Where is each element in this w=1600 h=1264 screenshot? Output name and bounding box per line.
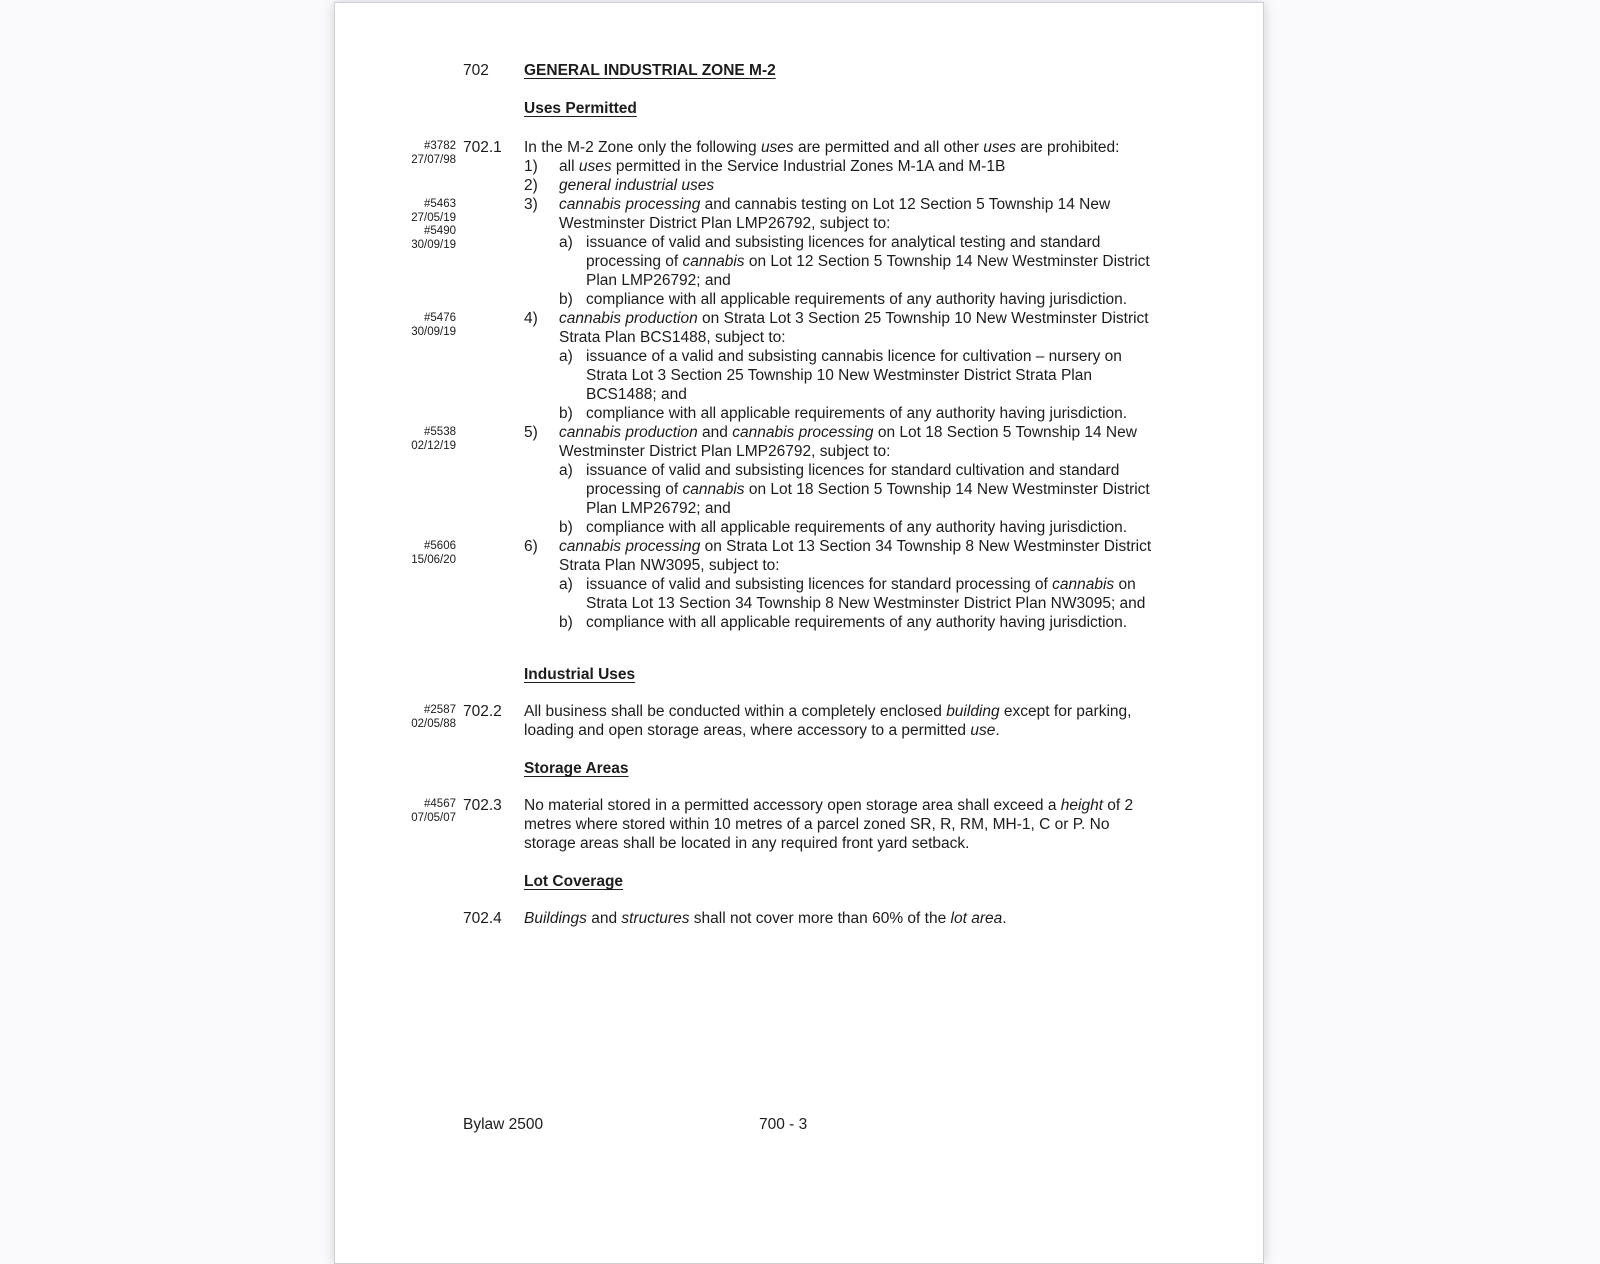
heading-industrial-uses: Industrial Uses [524,666,636,683]
amendment-number: #5606 [424,540,456,552]
heading-lot-coverage: Lot Coverage [524,873,624,890]
list-item-label: 2) [524,177,538,194]
clause-body [524,796,1158,853]
list-item-text: issuance of valid and subsisting licences for standard processing of cannabis on Strata Lot 13 Section 34 Township 8 New Westminster District Plan NW3095; and [586,576,1146,612]
list-item-6a [559,575,1158,613]
list-item-5a [559,461,1158,518]
amendment-note-item-4 [335,312,456,339]
list-item-text: cannabis production and cannabis processing on Lot 18 Section 5 Township 14 New Westminster District Plan LMP26792, subject to: [559,424,1137,460]
list-item-text: compliance with all applicable requirements of any authority having jurisdiction. [586,405,1128,422]
clause-body [524,138,1158,632]
list-item-label: 6) [524,538,538,555]
clause-number: 702.1 [463,139,502,156]
amendment-date: 30/09/19 [411,325,456,338]
list-item-4 [524,309,1158,347]
list-item-2 [524,176,1158,195]
amendment-date: 07/05/07 [411,811,456,824]
document-page [334,2,1264,1264]
list-item-label: a) [559,576,573,593]
amendment-number: #5476 [424,312,456,324]
clause-body [524,702,1158,740]
heading-storage-areas: Storage Areas [524,760,629,777]
list-item-text: compliance with all applicable requirements of any authority having jurisdiction. [586,614,1128,631]
list-item-text: issuance of valid and subsisting licences for analytical testing and standard processing of cannabis on Lot 12 Section 5 Township 14 New Westminster District Plan LMP26792; and [586,234,1150,289]
amendment-date: 15/06/20 [411,553,456,566]
list-item-label: 3) [524,196,538,213]
amendment-date: 02/05/88 [411,717,456,730]
list-item-label: b) [559,405,573,422]
section-number: 702 [463,62,489,79]
clause-text: No material stored in a permitted accessory open storage area shall exceed a height of 2 metres where stored within 10 metres of a parcel zoned SR, R, RM, MH-1, C or P. No storage areas shall be located in any required front yard setback. [524,797,1134,852]
list-item-label: 1) [524,158,538,175]
footer-page-number: 700 - 3 [759,1116,808,1133]
amendment-number: #5463 [424,198,456,210]
clause-intro: In the M-2 Zone only the following uses are permitted and all other uses are prohibited: [524,139,1120,156]
list-item-label: 4) [524,310,538,327]
list-item-text: issuance of valid and subsisting licences for standard cultivation and standard processing of cannabis on Lot 18 Section 5 Township 14 New Westminster District Plan LMP26792; and [586,462,1150,517]
list-item-6 [524,537,1158,575]
list-item-label: a) [559,462,573,479]
list-item-text: cannabis production on Strata Lot 3 Section 25 Township 10 New Westminster District Strata Plan BCS1488, subject to: [559,310,1149,346]
list-item-label: b) [559,519,573,536]
amendment-date: 27/05/19 [411,211,456,224]
clause-text: All business shall be conducted within a completely enclosed building except for parking, loading and open storage areas, where accessory to a permitted use. [524,703,1132,739]
list-item-5b [559,518,1158,537]
amendment-number: #5538 [424,426,456,438]
clause-number: 702.4 [463,910,502,927]
list-item-3a [559,233,1158,290]
list-item-label: b) [559,614,573,631]
list-item-text: compliance with all applicable requirements of any authority having jurisdiction. [586,519,1128,536]
list-item-label: 5) [524,424,538,441]
list-item-text: all uses permitted in the Service Industrial Zones M-1A and M-1B [559,158,1006,175]
amendment-note-702-3 [335,798,456,825]
list-item-4b [559,404,1158,423]
amendment-date: 02/12/19 [411,439,456,452]
page-title: GENERAL INDUSTRIAL ZONE M-2 [524,62,776,79]
list-item-6b [559,613,1158,632]
amendment-note-item-5 [335,426,456,453]
list-item-3 [524,195,1158,233]
amendment-number: #4567 [424,798,456,810]
amendment-note-item-6 [335,540,456,567]
amendment-date: 27/07/98 [411,153,456,166]
list-item-text: issuance of a valid and subsisting cannabis licence for cultivation – nursery on Strata Lot 3 Section 25 Township 10 New Westminster District Strata Plan BCS1488; and [586,348,1122,403]
list-item-text: general industrial uses [559,177,715,194]
list-item-label: a) [559,234,573,251]
amendment-note-702-2 [335,704,456,731]
heading-uses-permitted: Uses Permitted [524,100,637,117]
list-item-3b [559,290,1158,309]
amendment-note-item-3 [335,198,456,252]
list-item-text: cannabis processing and cannabis testing on Lot 12 Section 5 Township 14 New Westminster District Plan LMP26792, subject to: [559,196,1111,232]
amendment-number: #2587 [424,704,456,716]
clause-number: 702.3 [463,797,502,814]
list-item-5 [524,423,1158,461]
clause-text: Buildings and structures shall not cover more than 60% of the lot area. [524,910,1007,927]
amendment-date: 30/09/19 [411,238,456,251]
amendment-note-702-1 [335,140,456,167]
list-item-text: cannabis processing on Strata Lot 13 Section 34 Township 8 New Westminster District Strata Plan NW3095, subject to: [559,538,1152,574]
amendment-number: #5490 [424,225,456,237]
list-item-text: compliance with all applicable requirements of any authority having jurisdiction. [586,291,1128,308]
list-item-label: a) [559,348,573,365]
list-item-4a [559,347,1158,404]
list-item-label: b) [559,291,573,308]
footer-bylaw-label: Bylaw 2500 [463,1116,544,1133]
list-item-1 [524,157,1158,176]
clause-body [524,909,1158,928]
amendment-number: #3782 [424,140,456,152]
clause-number: 702.2 [463,703,502,720]
